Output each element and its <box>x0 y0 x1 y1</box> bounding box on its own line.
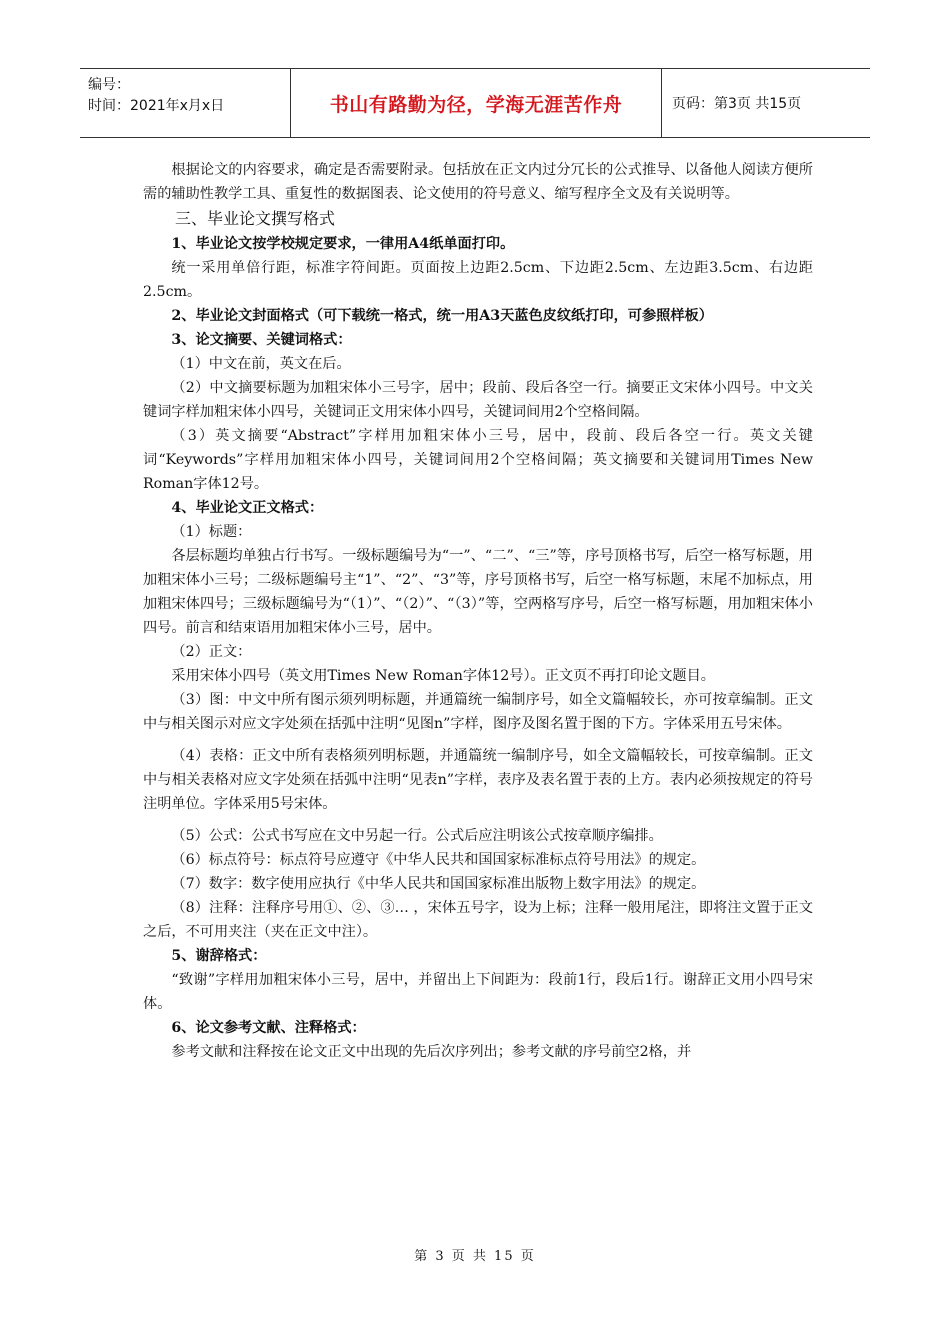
subsection-4-item-4: （4）表格：正文中所有表格须列明标题，并通篇统一编制序号，如全文篇幅较长，可按章编制。正文中与相关表格对应文字处须在括弧中注明“见表n”字样，表序及表名置于表的上方。表内必须按规定的符号注明单位。字体采用5号宋体。 <box>143 748 813 812</box>
subsection-1-text: 统一采用单倍行距，标准字符间距。页面按上边距2.5cm、下边距2.5cm、左边距3.5cm、右边距2.5cm。 <box>143 260 813 300</box>
subsection-3-item-3: （3）英文摘要“Abstract”字样用加粗宋体小三号，居中，段前、段后各空一行。英文关键词“Keywords”字样用加粗宋体小四号，关键词间用2个空格间隔；英文摘要和关键词用Times New Roman字体12号。 <box>143 428 813 492</box>
header-motto: 书山有路勤为径，学海无涯苦作舟 <box>291 69 662 137</box>
subsection-2-title: 2、毕业论文封面格式（可下载统一格式，统一用A3天蓝色皮纹纸打印，可参照样板） <box>171 308 713 324</box>
document-body <box>143 158 813 1064</box>
subsection-5-text: “致谢”字样用加粗宋体小三号，居中，并留出上下间距为：段前1行，段后1行。谢辞正文用小四号宋体。 <box>143 972 813 1012</box>
time-label: 时间：2021年x月x日 <box>88 98 225 114</box>
section-heading: 三、毕业论文撰写格式 <box>175 209 336 228</box>
number-label: 编号： <box>88 77 130 93</box>
subsection-4-item-5: （5）公式：公式书写应在文中另起一行。公式后应注明该公式按章顺序编排。 <box>171 828 663 844</box>
subsection-4-title: 4、毕业论文正文格式： <box>171 500 324 516</box>
subsection-1-title: 1、毕业论文按学校规定要求，一律用A4纸单面打印。 <box>171 236 515 252</box>
paragraph-appendix: 根据论文的内容要求，确定是否需要附录。包括放在正文内过分冗长的公式推导、以备他人阅读方便所需的辅助性教学工具、重复性的数据图表、论文使用的符号意义、缩写程序全文及有关说明等。 <box>143 162 813 202</box>
subsection-6-title: 6、论文参考文献、注释格式： <box>171 1020 366 1036</box>
subsection-4-item-1: （1）标题： <box>171 524 252 540</box>
header-page-info: 页码：第3页 共15页 <box>672 96 802 112</box>
subsection-6-text: 参考文献和注释按在论文正文中出现的先后次序列出；参考文献的序号前空2格，并 <box>171 1044 692 1060</box>
subsection-4-item-3: （3）图：中文中所有图示须列明标题，并通篇统一编制序号，如全文篇幅较长，亦可按章编制。正文中与相关图示对应文字处须在括弧中注明“见图n”字样，图序及图名置于图的下方。字体采用五号宋体。 <box>143 692 813 732</box>
subsection-4-item-8: （8）注释：注释序号用①、②、③… ，宋体五号字，设为上标；注释一般用尾注，即将注文置于正文之后，不可用夹注（夹在正文中注）。 <box>143 900 813 940</box>
subsection-3-item-2: （2）中文摘要标题为加粗宋体小三号字，居中；段前、段后各空一行。摘要正文宋体小四号。中文关键词字样加粗宋体小四号，关键词正文用宋体小四号，关键词间用2个空格间隔。 <box>143 380 813 420</box>
header-meta <box>80 69 291 137</box>
subsection-4-item-2: （2）正文： <box>171 644 252 660</box>
subsection-3-title: 3、论文摘要、关键词格式： <box>171 332 352 348</box>
subsection-5-title: 5、谢辞格式： <box>171 948 267 964</box>
subsection-4-item-2-text: 采用宋体小四号（英文用Times New Roman字体12号）。正文页不再打印论文题目。 <box>171 668 715 684</box>
subsection-4-item-6: （6）标点符号：标点符号应遵守《中华人民共和国国家标准标点符号用法》的规定。 <box>171 852 706 868</box>
subsection-3-item-1: （1）中文在前，英文在后。 <box>171 356 351 372</box>
page-header <box>80 68 870 138</box>
subsection-4-item-1-text: 各层标题均单独占行书写。一级标题编号为“一”、“二”、“三”等，序号顶格书写，后空一格写标题，用加粗宋体小三号；二级标题编号主“1”、“2”、“3”等，序号顶格书写，后空一格写标题，末尾不加标点，用加粗宋体四号；三级标题编号为“（1）”、“（2）”、“（3）”等，空两格写序号，后空一格写标题，用加粗宋体小四号。前言和结束语用加粗宋体小三号，居中。 <box>143 548 813 636</box>
subsection-4-item-7: （7）数字：数字使用应执行《中华人民共和国国家标准出版物上数字用法》的规定。 <box>171 876 706 892</box>
page-footer: 第 3 页 共 15 页 <box>414 1249 536 1264</box>
